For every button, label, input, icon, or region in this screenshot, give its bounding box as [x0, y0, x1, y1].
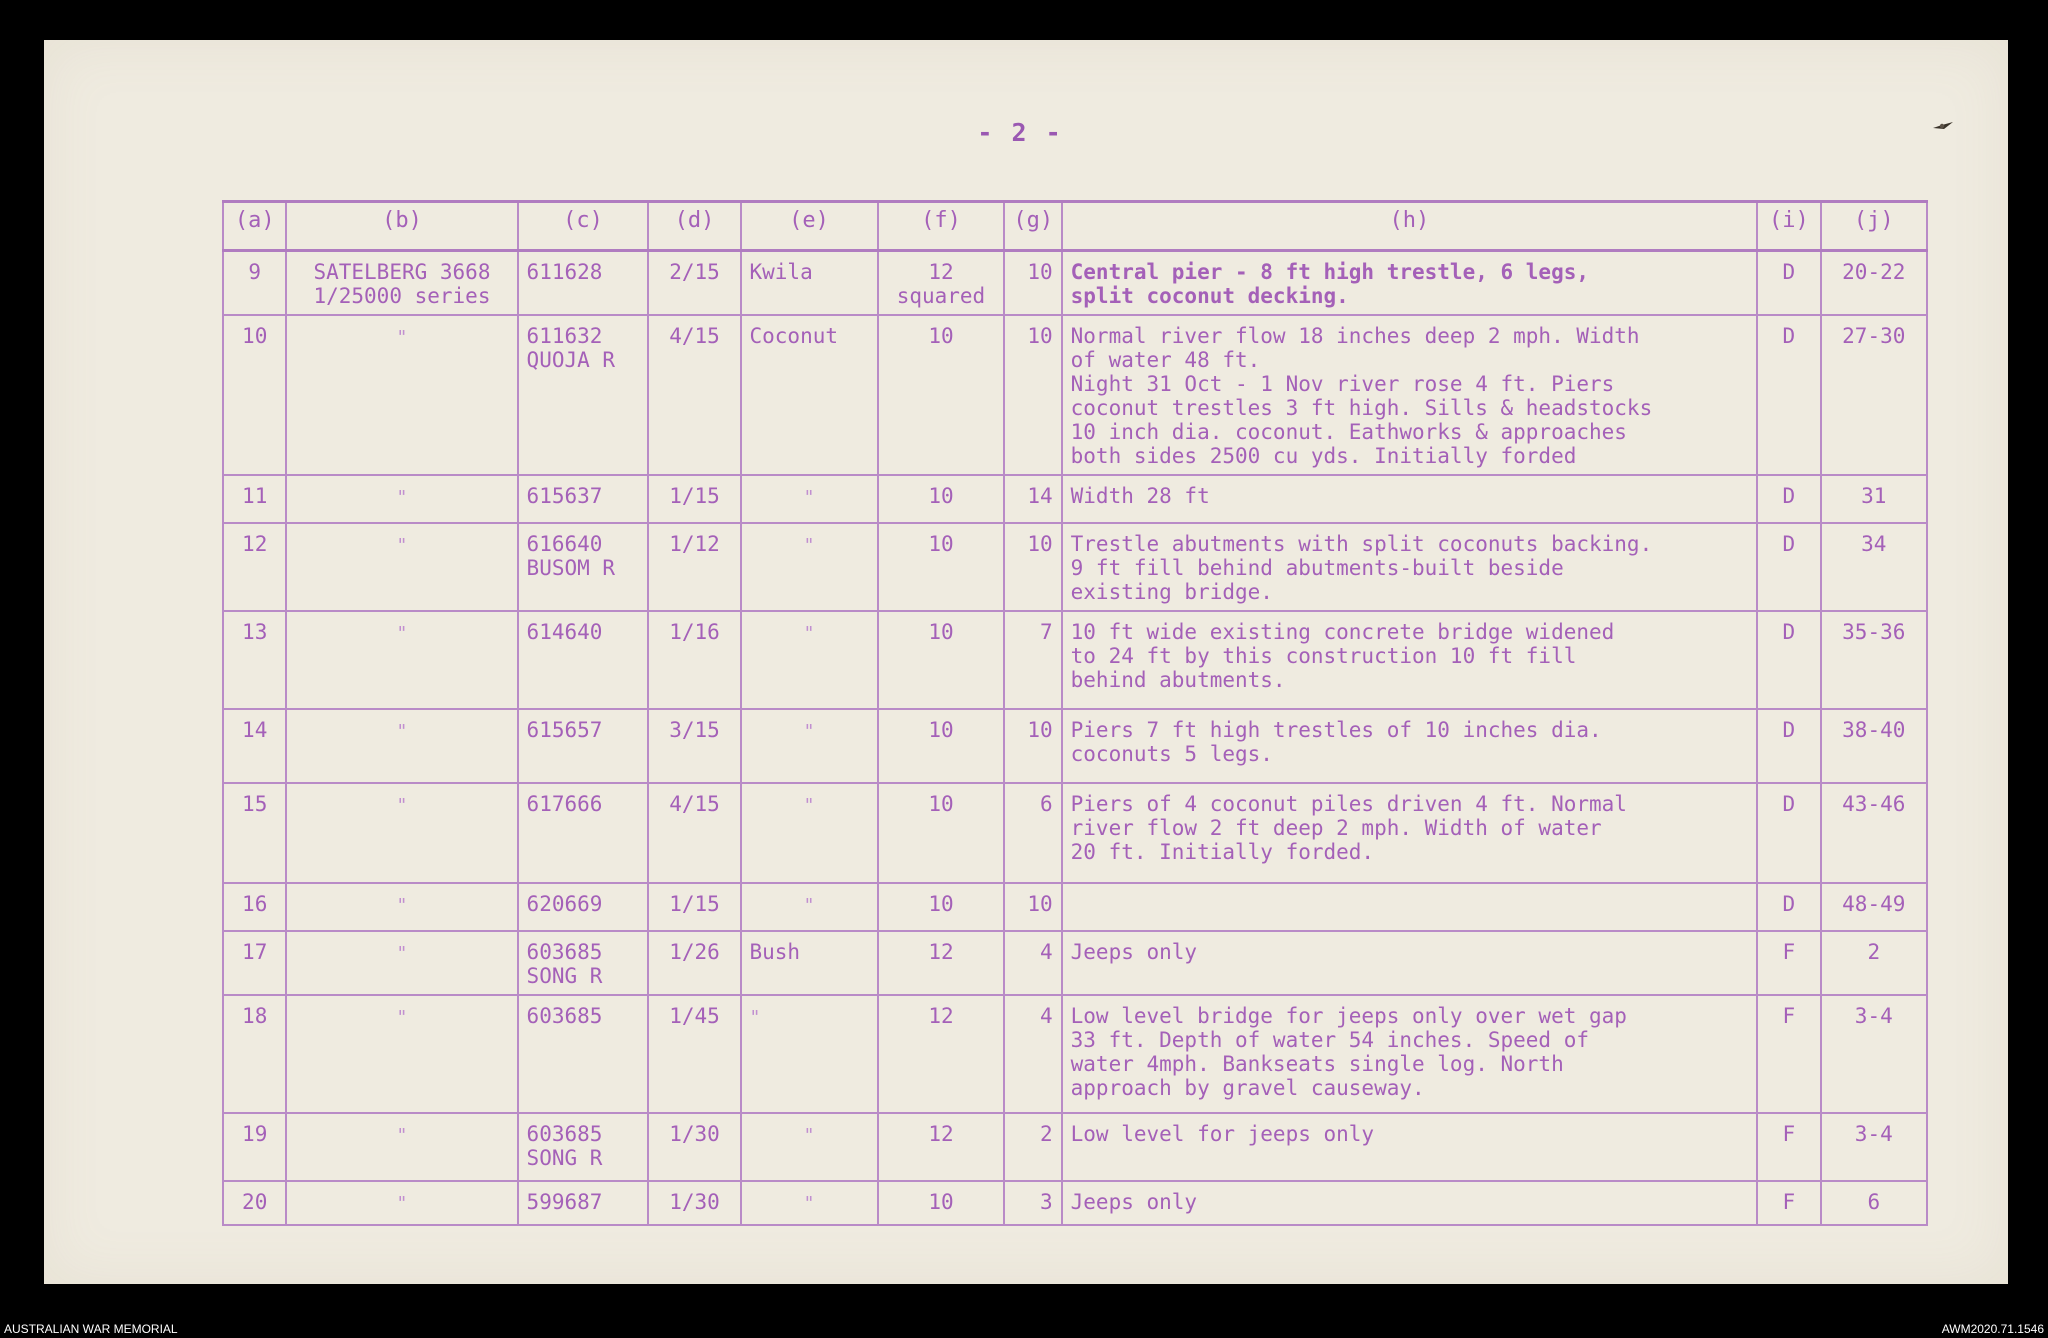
cell-size: 12: [878, 995, 1005, 1113]
ditto-mark: ": [749, 1007, 761, 1028]
ditto-mark: ": [396, 943, 408, 964]
ditto-mark: ": [803, 623, 815, 644]
cell-map-reference: [286, 611, 517, 709]
cell-size: 10: [878, 1181, 1005, 1225]
cell-reference-pages: 27-30: [1821, 315, 1927, 475]
column-header-h: (h): [1062, 202, 1758, 251]
cell-reference-pages: 31: [1821, 475, 1927, 523]
cell-reference-pages: 6: [1821, 1181, 1927, 1225]
cell-remarks: 10 ft wide existing concrete bridge widened to 24 ft by this construction 10 ft fill behind abutments.: [1062, 611, 1758, 709]
cell-grid-reference: 599687: [518, 1181, 649, 1225]
cell-class: F: [1757, 1113, 1820, 1181]
cell-timber-type: Kwila: [741, 251, 878, 316]
cell-remarks: Central pier - 8 ft high trestle, 6 legs, split coconut decking.: [1062, 251, 1758, 316]
cell-ratio: 4/15: [648, 315, 740, 475]
ditto-mark: ": [396, 1125, 408, 1146]
cell-grid-reference: 617666: [518, 783, 649, 883]
cell-map-reference: SATELBERG 3668 1/25000 series: [286, 251, 517, 316]
cell-size: 10: [878, 315, 1005, 475]
cell-grid-reference: 603685 SONG R: [518, 931, 649, 995]
cell-size: 12: [878, 931, 1005, 995]
cell-span: 4: [1004, 931, 1061, 995]
column-header-c: (c): [518, 202, 649, 251]
cell-map-reference: [286, 709, 517, 783]
archive-credit: AUSTRALIAN WAR MEMORIAL: [4, 1322, 178, 1336]
cell-size: 10: [878, 709, 1005, 783]
cell-reference-pages: 34: [1821, 523, 1927, 611]
table-row: [223, 883, 1927, 931]
cell-reference-pages: 2: [1821, 931, 1927, 995]
cell-class: D: [1757, 883, 1820, 931]
cell-map-reference: [286, 931, 517, 995]
column-header-b: (b): [286, 202, 517, 251]
column-header-j: (j): [1821, 202, 1927, 251]
cell-ratio: 1/15: [648, 883, 740, 931]
cell-ratio: 1/15: [648, 475, 740, 523]
cell-size: 10: [878, 475, 1005, 523]
cell-ratio: 2/15: [648, 251, 740, 316]
cell-timber-type: [741, 1181, 878, 1225]
cell-remarks: Trestle abutments with split coconuts backing. 9 ft fill behind abutments-built beside existing bridge.: [1062, 523, 1758, 611]
table-row: [223, 995, 1927, 1113]
cell-item-number: 11: [223, 475, 286, 523]
cell-ratio: 4/15: [648, 783, 740, 883]
ditto-mark: ": [396, 535, 408, 556]
cell-ratio: 1/30: [648, 1113, 740, 1181]
cell-remarks: Low level bridge for jeeps only over wet gap 33 ft. Depth of water 54 inches. Speed of water 4mph. Bankseats single log. North approach by gravel causeway.: [1062, 995, 1758, 1113]
cell-ratio: 3/15: [648, 709, 740, 783]
cell-span: 3: [1004, 1181, 1061, 1225]
ditto-mark: ": [396, 327, 408, 348]
cell-class: F: [1757, 1181, 1820, 1225]
ditto-mark: ": [396, 487, 408, 508]
cell-reference-pages: 43-46: [1821, 783, 1927, 883]
cell-item-number: 18: [223, 995, 286, 1113]
ditto-mark: ": [396, 1007, 408, 1028]
cell-remarks: [1062, 883, 1758, 931]
cell-ratio: 1/26: [648, 931, 740, 995]
column-header-e: (e): [741, 202, 878, 251]
table-row: [223, 709, 1927, 783]
ditto-mark: ": [803, 1125, 815, 1146]
cell-reference-pages: 3-4: [1821, 1113, 1927, 1181]
cell-ratio: 1/30: [648, 1181, 740, 1225]
cell-span: 2: [1004, 1113, 1061, 1181]
cell-span: 10: [1004, 251, 1061, 316]
bridge-schedule-table: [222, 200, 1928, 1226]
ditto-mark: ": [396, 795, 408, 816]
cell-item-number: 14: [223, 709, 286, 783]
cell-size: 10: [878, 523, 1005, 611]
cell-map-reference: [286, 883, 517, 931]
cell-size: 10: [878, 783, 1005, 883]
cell-reference-pages: 20-22: [1821, 251, 1927, 316]
cell-map-reference: [286, 523, 517, 611]
cell-item-number: 20: [223, 1181, 286, 1225]
cell-map-reference: [286, 783, 517, 883]
page-number: - 2 -: [977, 118, 1063, 147]
archive-reference: AWM2020.71.1546: [1941, 1322, 2044, 1336]
cell-item-number: 12: [223, 523, 286, 611]
column-header-a: (a): [223, 202, 286, 251]
cell-class: D: [1757, 475, 1820, 523]
cell-size: 12: [878, 1113, 1005, 1181]
ditto-mark: ": [803, 721, 815, 742]
ditto-mark: ": [803, 535, 815, 556]
cell-grid-reference: 603685: [518, 995, 649, 1113]
cell-map-reference: [286, 995, 517, 1113]
ditto-mark: ": [396, 1193, 408, 1214]
cell-item-number: 13: [223, 611, 286, 709]
cell-span: 10: [1004, 523, 1061, 611]
ditto-mark: ": [803, 487, 815, 508]
cell-span: 4: [1004, 995, 1061, 1113]
cell-ratio: 1/45: [648, 995, 740, 1113]
cell-remarks: Width 28 ft: [1062, 475, 1758, 523]
cell-span: 7: [1004, 611, 1061, 709]
cell-timber-type: [741, 995, 878, 1113]
cell-size: 10: [878, 883, 1005, 931]
column-header-d: (d): [648, 202, 740, 251]
pin-hole-mark: [1932, 120, 1954, 134]
table-row: [223, 315, 1927, 475]
table-row: [223, 931, 1927, 995]
cell-grid-reference: 620669: [518, 883, 649, 931]
ditto-mark: ": [803, 1193, 815, 1214]
cell-reference-pages: 35-36: [1821, 611, 1927, 709]
table-row: [223, 1113, 1927, 1181]
cell-class: D: [1757, 251, 1820, 316]
cell-item-number: 9: [223, 251, 286, 316]
cell-span: 14: [1004, 475, 1061, 523]
cell-timber-type: [741, 611, 878, 709]
cell-remarks: Jeeps only: [1062, 931, 1758, 995]
cell-reference-pages: 38-40: [1821, 709, 1927, 783]
cell-item-number: 17: [223, 931, 286, 995]
cell-map-reference: [286, 475, 517, 523]
cell-timber-type: [741, 883, 878, 931]
ditto-mark: ": [803, 895, 815, 916]
cell-span: 10: [1004, 883, 1061, 931]
archive-footer: [0, 1320, 2048, 1338]
cell-timber-type: Coconut: [741, 315, 878, 475]
ditto-mark: ": [396, 895, 408, 916]
cell-span: 10: [1004, 315, 1061, 475]
cell-grid-reference: 616640 BUSOM R: [518, 523, 649, 611]
cell-map-reference: [286, 1181, 517, 1225]
cell-size: 12 squared: [878, 251, 1005, 316]
ditto-mark: ": [396, 721, 408, 742]
cell-grid-reference: 611628: [518, 251, 649, 316]
column-header-i: (i): [1757, 202, 1820, 251]
ditto-mark: ": [803, 795, 815, 816]
cell-remarks: Jeeps only: [1062, 1181, 1758, 1225]
cell-timber-type: [741, 1113, 878, 1181]
cell-timber-type: [741, 783, 878, 883]
cell-item-number: 15: [223, 783, 286, 883]
cell-timber-type: [741, 475, 878, 523]
cell-timber-type: [741, 523, 878, 611]
table-row: [223, 611, 1927, 709]
cell-span: 10: [1004, 709, 1061, 783]
cell-remarks: Low level for jeeps only: [1062, 1113, 1758, 1181]
cell-remarks: Piers of 4 coconut piles driven 4 ft. Normal river flow 2 ft deep 2 mph. Width of water 20 ft. Initially forded.: [1062, 783, 1758, 883]
cell-class: D: [1757, 783, 1820, 883]
cell-timber-type: [741, 709, 878, 783]
table-row: [223, 523, 1927, 611]
cell-grid-reference: 615637: [518, 475, 649, 523]
cell-grid-reference: 615657: [518, 709, 649, 783]
cell-grid-reference: 603685 SONG R: [518, 1113, 649, 1181]
cell-item-number: 16: [223, 883, 286, 931]
cell-item-number: 10: [223, 315, 286, 475]
cell-map-reference: [286, 315, 517, 475]
cell-class: D: [1757, 611, 1820, 709]
cell-remarks: Piers 7 ft high trestles of 10 inches dia. coconuts 5 legs.: [1062, 709, 1758, 783]
table-row: [223, 475, 1927, 523]
table-header-row: [223, 202, 1927, 251]
cell-span: 6: [1004, 783, 1061, 883]
cell-timber-type: Bush: [741, 931, 878, 995]
cell-class: D: [1757, 523, 1820, 611]
cell-ratio: 1/16: [648, 611, 740, 709]
cell-class: F: [1757, 995, 1820, 1113]
column-header-f: (f): [878, 202, 1005, 251]
cell-ratio: 1/12: [648, 523, 740, 611]
cell-class: D: [1757, 709, 1820, 783]
cell-grid-reference: 611632 QUOJA R: [518, 315, 649, 475]
cell-item-number: 19: [223, 1113, 286, 1181]
table-row: [223, 1181, 1927, 1225]
column-header-g: (g): [1004, 202, 1061, 251]
ditto-mark: ": [396, 623, 408, 644]
cell-grid-reference: 614640: [518, 611, 649, 709]
cell-size: 10: [878, 611, 1005, 709]
cell-reference-pages: 48-49: [1821, 883, 1927, 931]
cell-map-reference: [286, 1113, 517, 1181]
table-row: [223, 783, 1927, 883]
cell-class: D: [1757, 315, 1820, 475]
cell-reference-pages: 3-4: [1821, 995, 1927, 1113]
cell-remarks: Normal river flow 18 inches deep 2 mph. Width of water 48 ft. Night 31 Oct - 1 Nov river rose 4 ft. Piers coconut trestles 3 ft high. Sills & headstocks 10 inch dia. coconut. Eathworks & approaches both sides 2500 cu yds. Initially forded: [1062, 315, 1758, 475]
cell-class: F: [1757, 931, 1820, 995]
table-row: [223, 251, 1927, 316]
